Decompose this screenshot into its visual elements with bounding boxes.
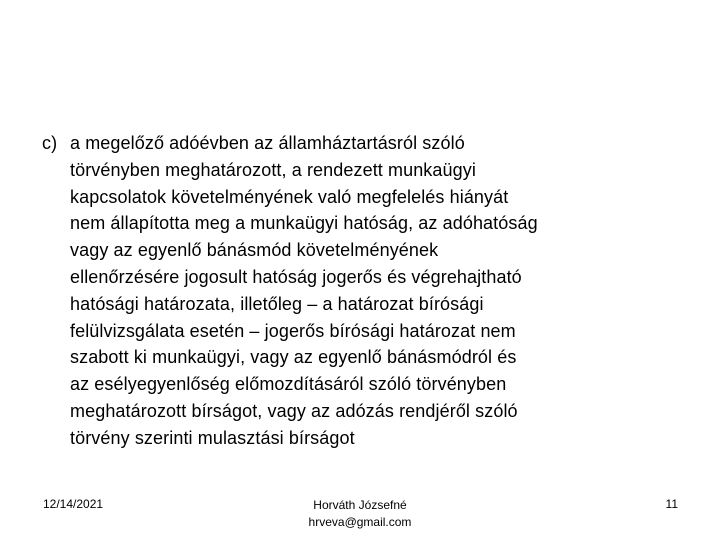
list-marker: c) bbox=[42, 133, 58, 153]
text-line: a megelőző adóévben az államháztartásról szóló bbox=[70, 133, 465, 153]
text-line: vagy az egyenlő bánásmód követelményének bbox=[70, 240, 439, 261]
page-number: 11 bbox=[665, 497, 678, 511]
text-line: nem állapította meg a munkaügyi hatóság, az adóhatóság bbox=[70, 213, 538, 234]
text-line: az esélyegyenlőség előmozdításáról szóló törvényben bbox=[70, 374, 507, 395]
slide-content bbox=[42, 130, 692, 452]
text-line: törvényben meghatározott, a rendezett munkaügyi bbox=[70, 159, 476, 180]
list-item bbox=[42, 130, 692, 452]
text-line: szabott ki munkaügyi, vagy az egyenlő bánásmódról és bbox=[70, 347, 517, 368]
footer-author-block bbox=[260, 497, 460, 531]
text-line: ellenőrzésére jogosult hatóság jogerős és végrehajtható bbox=[70, 266, 522, 287]
footer-email: hrveva@gmail.com bbox=[308, 515, 412, 529]
footer-date: 12/14/2021 bbox=[43, 497, 104, 511]
text-line: meghatározott bírságot, vagy az adózás rendjéről szóló bbox=[70, 400, 518, 421]
list-item-text bbox=[70, 130, 692, 452]
text-line: felülvizsgálata esetén – jogerős bírósági határozat nem bbox=[70, 320, 516, 341]
footer-author: Horváth Józsefné bbox=[313, 498, 407, 512]
text-line: törvény szerinti mulasztási bírságot bbox=[70, 427, 355, 448]
text-line: hatósági határozata, illetőleg – a határozat bírósági bbox=[70, 293, 484, 314]
text-line: kapcsolatok követelményének való megfelelés hiányát bbox=[70, 186, 509, 207]
